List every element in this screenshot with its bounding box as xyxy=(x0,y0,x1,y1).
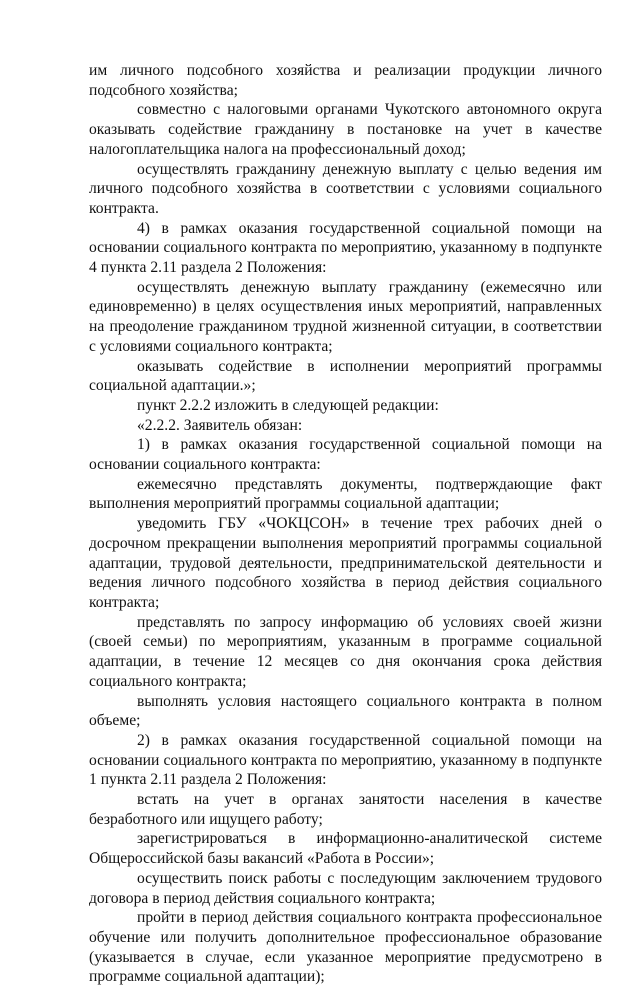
paragraph-6: оказывать содействие в исполнении мероприятий программы социальной адаптации.»; xyxy=(89,357,602,395)
document-page xyxy=(89,61,602,987)
paragraph-10: ежемесячно представлять документы, подтверждающие факт выполнения мероприятий программы социальной адаптации; xyxy=(89,475,602,513)
paragraph-1: им личного подсобного хозяйства и реализации продукции личного подсобного хозяйства; xyxy=(89,62,602,99)
paragraph-3: осуществлять гражданину денежную выплату с целью ведения им личного подсобного хозяйства в соответствии с условиями социального контракта. xyxy=(89,160,602,217)
paragraph-18: пройти в период действия социального контракта профессиональное обучение или получить дополнительное профессиональное образование (указывается в случае, если указанное мероприятие предусмотрено в программе социальной адаптации); xyxy=(89,909,602,986)
paragraph-7: пункт 2.2.2 изложить в следующей редакции: xyxy=(137,396,439,414)
paragraph-2: совместно с налоговыми органами Чукотского автономного округа оказывать содействие гражданину в постановке на учет в качестве налогоплательщика налога на профессиональный доход; xyxy=(89,101,602,158)
paragraph-16: зарегистрироваться в информационно-аналитической системе Общероссийской базы вакансий «Работа в России»; xyxy=(89,830,602,868)
paragraph-11: уведомить ГБУ «ЧОКЦСОН» в течение трех рабочих дней о досрочном прекращении выполнения мероприятий программы социальной адаптации, трудовой деятельности, предпринимательской деятельности и ведения личного подсобного хозяйства в период действия социального контракта; xyxy=(89,515,602,611)
paragraph-5: осуществлять денежную выплату гражданину (ежемесячно или единовременно) в целях осуществления иных мероприятий, направленных на преодоление гражданином трудной жизненной ситуации, в соответствии с условиями социального контракта; xyxy=(89,278,602,355)
paragraph-17: осуществить поиск работы с последующим заключением трудового договора в период действия социального контракта; xyxy=(89,869,602,907)
paragraph-8: «2.2.2. Заявитель обязан: xyxy=(137,416,303,434)
paragraph-14: 2) в рамках оказания государственной социальной помощи на основании социального контракта по мероприятию, указанному в подпункте 1 пункта 2.11 раздела 2 Положения: xyxy=(89,731,602,789)
paragraph-4: 4) в рамках оказания государственной социальной помощи на основании социального контракта по мероприятию, указанному в подпункте 4 пункта 2.11 раздела 2 Положения: xyxy=(89,219,602,277)
paragraph-9: 1) в рамках оказания государственной социальной помощи на основании социального контракта: xyxy=(89,436,602,474)
paragraph-12: представлять по запросу информацию об условиях своей жизни (своей семьи) по мероприятиям, указанным в программе социальной адаптации, в течение 12 месяцев со дня окончания срока действия социального контракта; xyxy=(89,613,602,690)
paragraph-13: выполнять условия настоящего социального контракта в полном объеме; xyxy=(89,692,602,730)
paragraph-15: встать на учет в органах занятости населения в качестве безработного или ищущего работу; xyxy=(89,791,602,828)
